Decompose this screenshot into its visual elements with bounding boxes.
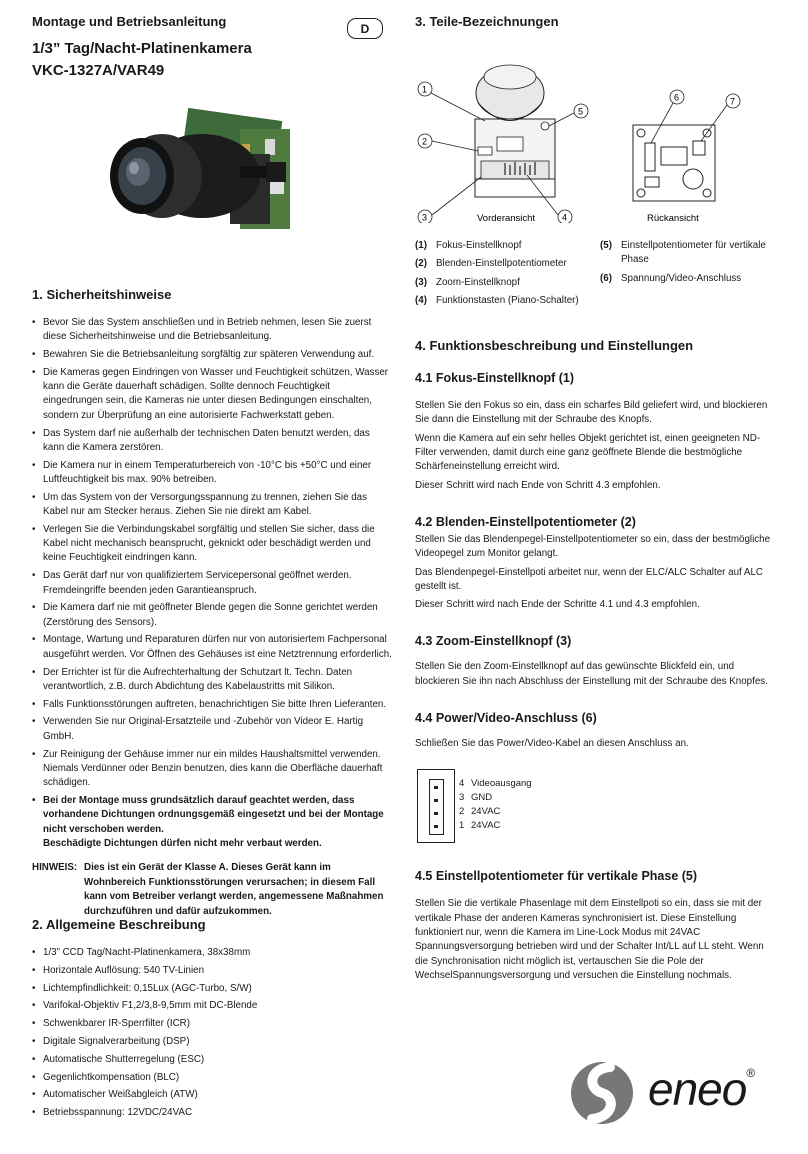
pin-number: 4: [459, 778, 465, 790]
language-badge: D: [347, 18, 383, 39]
list-item: • Zur Reinigung der Gehäuse immer nur ein mildes Haushaltsmittel verwenden. Niemals Verdünner oder Benzin benutzen, dies kann die Oberfläche dauerhaft schädigen.: [32, 748, 392, 791]
callout-2: 2: [422, 136, 428, 147]
legend-num: (3): [415, 276, 427, 288]
callout-4: 4: [562, 212, 568, 223]
legend-num: (2): [415, 258, 427, 270]
legend-text: Blenden-Einstellpotentiometer: [436, 258, 567, 270]
legend-num: (5): [600, 240, 612, 251]
legend-text: Zoom-Einstellknopf: [436, 276, 520, 288]
list-item: • Bevor Sie das System anschließen und in Betrieb nehmen, lesen Sie zuerst diese Sicherheitshinweise und die Betriebsanleitung.: [32, 316, 392, 345]
legend-left: [415, 239, 600, 312]
section-4-3-heading: 4.3 Zoom-Einstellknopf (3): [415, 634, 572, 649]
registered-mark: ®: [746, 1066, 755, 1080]
callout-3: 3: [422, 212, 428, 223]
functions-heading: 4. Funktionsbeschreibung und Einstellungen: [415, 338, 694, 354]
callout-1: 1: [422, 84, 428, 95]
list-item: • Gegenlichtkompensation (BLC): [32, 1071, 392, 1085]
section-4-3-p1: Stellen Sie den Zoom-Einstellknopf auf das gewünschte Blickfeld ein, und blockieren Sie ihn nach Abschluss der Einstellung mit der Schraube des Knopfes.: [415, 661, 768, 687]
bold-item-text-2: Beschädigte Dichtungen dürfen nicht mehr verbaut werden.: [43, 837, 322, 849]
list-item: • Verwenden Sie nur Original-Ersatzteile und -Zubehör von Videor E. Hartig GmbH.: [32, 715, 392, 744]
legend-text: Spannung/Video-Anschluss: [621, 272, 742, 284]
pin-label: GND: [471, 792, 493, 804]
rear-view: [633, 125, 715, 201]
section-4-1-p3: Dieser Schritt wird nach Ende von Schritt 4.3 empfohlen.: [415, 479, 661, 491]
product-title: 1/3” Tag/Nacht-Platinenkamera: [32, 40, 252, 57]
parts-legend: [415, 239, 775, 312]
list-item: • Falls Funktionsstörungen auftreten, benachrichtigen Sie bitte Ihren Lieferanten.: [32, 698, 392, 712]
list-item: • Um das System von der Versorgungsspannung zu trennen, ziehen Sie das Kabel nur am Stecker heraus. Ziehen Sie nie direkt am Kabel.: [32, 491, 392, 520]
pin-row: [459, 791, 532, 805]
list-item: • Das System darf nie außerhalb der technischen Daten benutzt werden, das kann die Kamera zerstören.: [32, 427, 392, 456]
pin-number: 3: [459, 792, 465, 804]
section-4-2-heading: 4.2 Blenden-Einstellpotentiometer (2): [415, 514, 636, 529]
list-item-bold: [32, 794, 392, 851]
section-4-4-heading: 4.4 Power/Video-Anschluss (6): [415, 711, 597, 726]
front-view-label: Vorderansicht: [477, 213, 536, 223]
list-item: • Varifokal-Objektiv F1,2/3,8-9,5mm mit DC-Blende: [32, 999, 392, 1013]
camera-photo: [90, 104, 310, 244]
list-item: • Das Gerät darf nur von qualifiziertem Servicepersonal geöffnet werden. Fremdeingriffe beenden jeden Garantieanspruch.: [32, 569, 392, 598]
legend-text: Fokus-Einstellknopf: [436, 240, 522, 251]
list-item: • Die Kamera nur in einem Temperaturbereich von -10°C bis +50°C und einer Luftfeuchtigkeit bis max. 90% betreiben.: [32, 459, 392, 488]
legend-num: (6): [600, 272, 612, 284]
section-4-5-p1: Stellen Sie die vertikale Phasenlage mit dem Einstellpoti so ein, dass sie mit der vertikale Phase der anderen Kameras synchronisiert ist. Diese Einstellung funktioniert nur, wenn die Kamera im Line-Lock Modus mit 24VAC Spannungsversorgung betrieben wird und der Schalter Int/LL auf LL steht. Wenn die Synchronisation nicht möglich ist, vertauschen Sie die Pole der WechselSpannungsversorgung und versuchen die Einstellung nochmals.: [415, 898, 764, 981]
section-4-4-p1: Schließen Sie das Power/Video-Kabel an diesen Anschluss an.: [415, 738, 689, 750]
section-4-2-p2: Das Blendenpegel-Einstellpoti arbeitet nur, wenn der ELC/ALC Schalter auf ALC gestellt ist.: [415, 566, 763, 592]
section-4-1-p1: Stellen Sie den Fokus so ein, dass ein scharfes Bild geliefert wird, und blockieren Sie dann die Einstellung mit der Schraube des Knopfs.: [415, 400, 768, 426]
list-item: • Automatischer Weißabgleich (ATW): [32, 1088, 392, 1102]
list-item: • Die Kameras gegen Eindringen von Wasser und Feuchtigkeit schützen, Wasser kann die Geräte dauerhaft schädigen. Sollte dennoch Feuchtigkeit eingedrungen sein, die Kameras nie unter diesen Bedingungen einschalten, sondern zur Überprüfung an eine autorisierte Fachwerkstatt geben.: [32, 366, 392, 423]
parts-diagram: [415, 43, 775, 223]
brand-name: [648, 1062, 754, 1116]
pin-list: [459, 777, 532, 833]
pin-label: Videoausgang: [471, 778, 532, 790]
legend-num: (4): [415, 294, 427, 306]
legend-num: (1): [415, 240, 427, 251]
pin-icon: [434, 786, 438, 789]
pin-icon: [434, 825, 438, 828]
power-video-connector: [415, 769, 775, 847]
list-item: • Montage, Wartung und Reparaturen dürfen nur von autorisiertem Fachpersonal ausgeführt werden. Vor Öffnen des Gehäuses ist eine Netztrennung erforderlich.: [32, 633, 392, 662]
document-type: Montage und Betriebsanleitung: [32, 14, 227, 29]
list-item: • 1/3” CCD Tag/Nacht-Platinenkamera, 38x38mm: [32, 946, 392, 960]
list-item: • Automatische Shutterregelung (ESC): [32, 1053, 392, 1067]
pin-row: [459, 777, 532, 791]
parts-heading: 3. Teile-Bezeichnungen: [415, 14, 559, 29]
right-column: [415, 14, 775, 987]
brand-wordmark: eneo: [648, 1063, 747, 1115]
list-item: • Digitale Signalverarbeitung (DSP): [32, 1035, 392, 1049]
legend-row: [415, 239, 600, 253]
list-item: • Horizontale Auflösung: 540 TV-Linien: [32, 964, 392, 978]
list-item: • Bewahren Sie die Betriebsanleitung sorgfältig zur späteren Verwendung auf.: [32, 348, 392, 362]
left-column: [32, 14, 392, 82]
pin-label: 24VAC: [471, 806, 501, 818]
pin-row: [459, 819, 532, 833]
connector-socket: [429, 779, 444, 835]
section-4-1-p2: Wenn die Kamera auf ein sehr helles Objekt gerichtet ist, einen geeigneten ND-Filter verwenden, damit durch eine ganz geöffnete Blende die bestmögliche Schärfeneinstellung erreicht wird.: [415, 432, 761, 473]
legend-text: Einstellpotentiometer für vertikale Phase: [621, 240, 766, 266]
pin-number: 2: [459, 806, 465, 818]
section-4-2-p1: Stellen Sie das Blendenpegel-Einstellpotentiometer so ein, dass der bestmögliche Videopegel zum Monitor gelangt.: [415, 533, 771, 560]
legend-row: [600, 272, 770, 286]
section-4-1-heading: 4.1 Fokus-Einstellknopf (1): [415, 371, 575, 386]
legend-row: [415, 257, 600, 271]
safety-list: [32, 316, 392, 851]
safety-section: [32, 287, 392, 920]
callout-5: 5: [578, 106, 584, 117]
list-item: • Verlegen Sie die Verbindungskabel sorgfältig und stellen Sie sicher, dass die Kabel nicht mechanisch beansprucht, geknickt oder beschädigt werden und keine Feuchtigkeit eindringen kann.: [32, 523, 392, 566]
pin-icon: [434, 799, 438, 802]
bold-item-text: Bei der Montage muss grundsätzlich darauf geachtet werden, dass vorhandene Dichtungen ordnungsgemäß eingesetzt und bei der Montage nicht verschoben werden.: [43, 794, 384, 835]
model-number: VKC-1327A/VAR49: [32, 61, 165, 79]
callout-7: 7: [730, 96, 736, 107]
pin-label: 24VAC: [471, 820, 501, 832]
rear-view-label: Rückansicht: [647, 213, 699, 223]
notice-text: Dies ist ein Gerät der Klasse A. Dieses Gerät kann im Wohnbereich Funktionsstörungen verursachen; in diesem Fall kann vom Betreiber verlangt werden, angemessene Maßnahmen durchzuführen und dafür aufzukommen.: [84, 862, 384, 918]
legend-text: Funktionstasten (Piano-Schalter): [436, 294, 579, 306]
safety-heading: 1. Sicherheitshinweise: [32, 287, 172, 302]
pin-row: [459, 805, 532, 819]
class-a-notice: [32, 861, 392, 920]
pin-icon: [434, 812, 438, 815]
pin-number: 1: [459, 820, 465, 832]
list-item: • Die Kamera darf nie mit geöffneter Blende gegen die Sonne gerichtet werden (Zerstörung des Sensors).: [32, 601, 392, 630]
legend-row: [415, 276, 600, 290]
legend-right: [600, 239, 770, 312]
list-item: • Schwenkbarer IR-Sperrfilter (ICR): [32, 1017, 392, 1031]
connector-housing: [417, 769, 455, 843]
section-4-5-heading: 4.5 Einstellpotentiometer für vertikale Phase (5): [415, 869, 698, 884]
general-list: [32, 946, 392, 1120]
notice-label: HINWEIS:: [32, 862, 78, 874]
legend-row: [415, 294, 600, 308]
general-section: [32, 917, 392, 1124]
front-view: [475, 65, 555, 197]
general-heading: 2. Allgemeine Beschreibung: [32, 917, 206, 932]
legend-row: [600, 239, 770, 268]
section-4-2-p3: Dieser Schritt wird nach Ende der Schritte 4.1 und 4.3 empfohlen.: [415, 599, 700, 611]
list-item: • Lichtempfindlichkeit: 0,15Lux (AGC-Turbo, S/W): [32, 982, 392, 996]
list-item: • Der Errichter ist für die Aufrechterhaltung der Schutzart lt. Techn. Daten verantwortlich, z.B. durch Abdichtung des Kabelaustritts mit Silikon.: [32, 666, 392, 695]
list-item: • Betriebsspannung: 12VDC/24VAC: [32, 1106, 392, 1120]
callout-6: 6: [674, 92, 680, 103]
